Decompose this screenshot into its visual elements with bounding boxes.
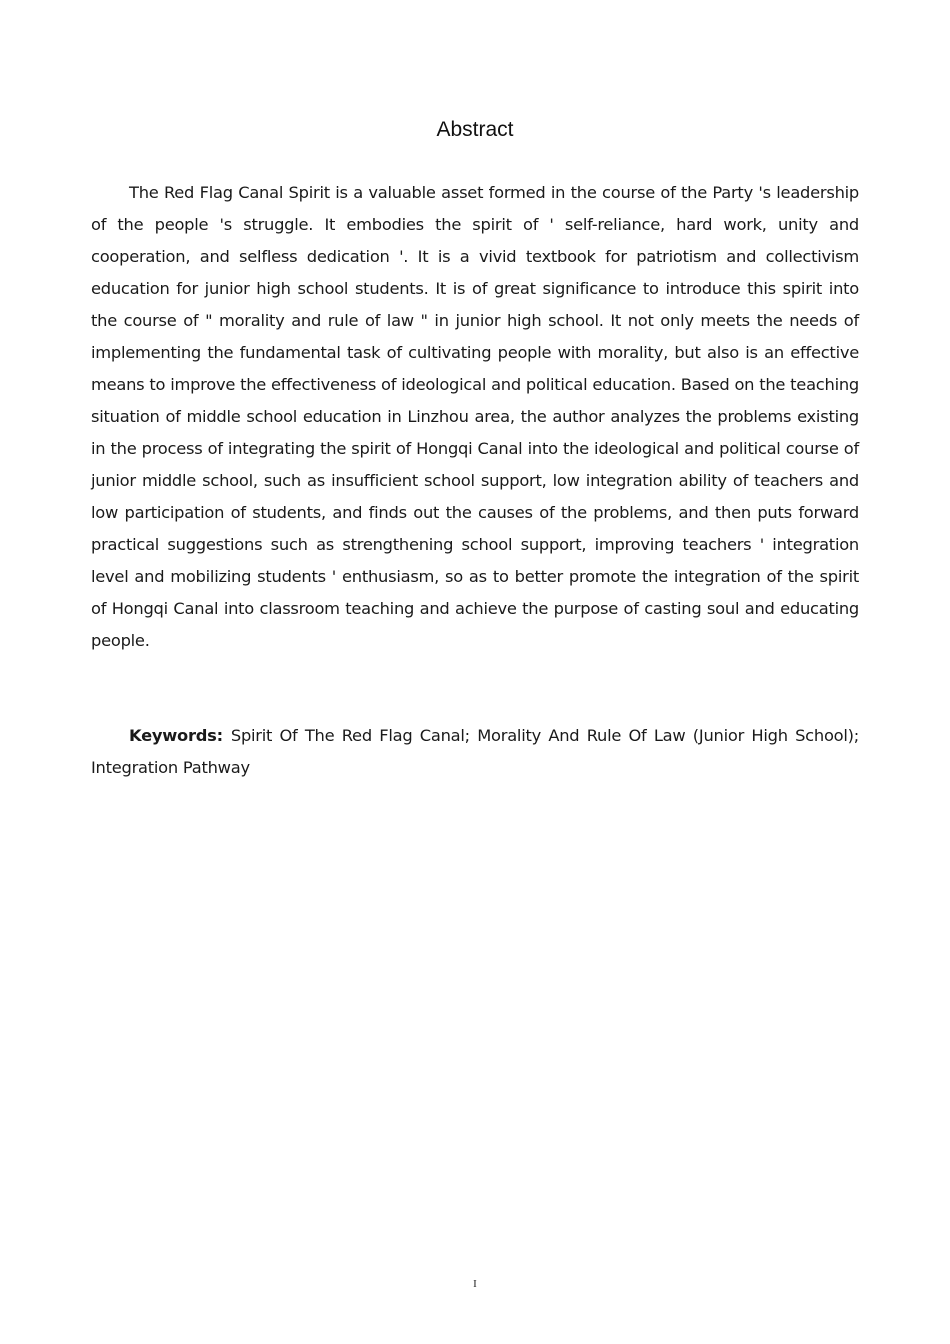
- abstract-paragraph: The Red Flag Canal Spirit is a valuable asset formed in the course of the Party 's leadership of the people 's struggle. It embodies the spirit of ' self-reliance, hard work, unity and cooperation, and selfless dedication '. It is a vivid textbook for patriotism and collectivism education for junior high school students. It is of great significance to introduce this spirit into the course of " morality and rule of law " in junior high school. It not only meets the needs of implementing the fundamental task of cultivating people with morality, but also is an effective means to improve the effectiveness of ideological and political education. Based on the teaching situation of middle school education in Linzhou area, the author analyzes the problems existing in the process of integrating the spirit of Hongqi Canal into the ideological and political course of junior middle school, such as insufficient school support, low integration ability of teachers and low participation of students, and finds out the causes of the problems, and then puts forward practical suggestions such as strengthening school support, improving teachers ' integration level and mobilizing students ' enthusiasm, so as to better promote the integration of the spirit of Hongqi Canal into classroom teaching and achieve the purpose of casting soul and educating people.: [91, 183, 859, 650]
- page-number: I: [473, 1278, 477, 1290]
- abstract-title: Abstract: [436, 118, 514, 141]
- keywords-list: Spirit Of The Red Flag Canal; Morality And Rule Of Law (Junior High School); Integration Pathway: [91, 726, 859, 777]
- keywords-label: Keywords:: [129, 726, 223, 745]
- keywords-line: [91, 720, 859, 784]
